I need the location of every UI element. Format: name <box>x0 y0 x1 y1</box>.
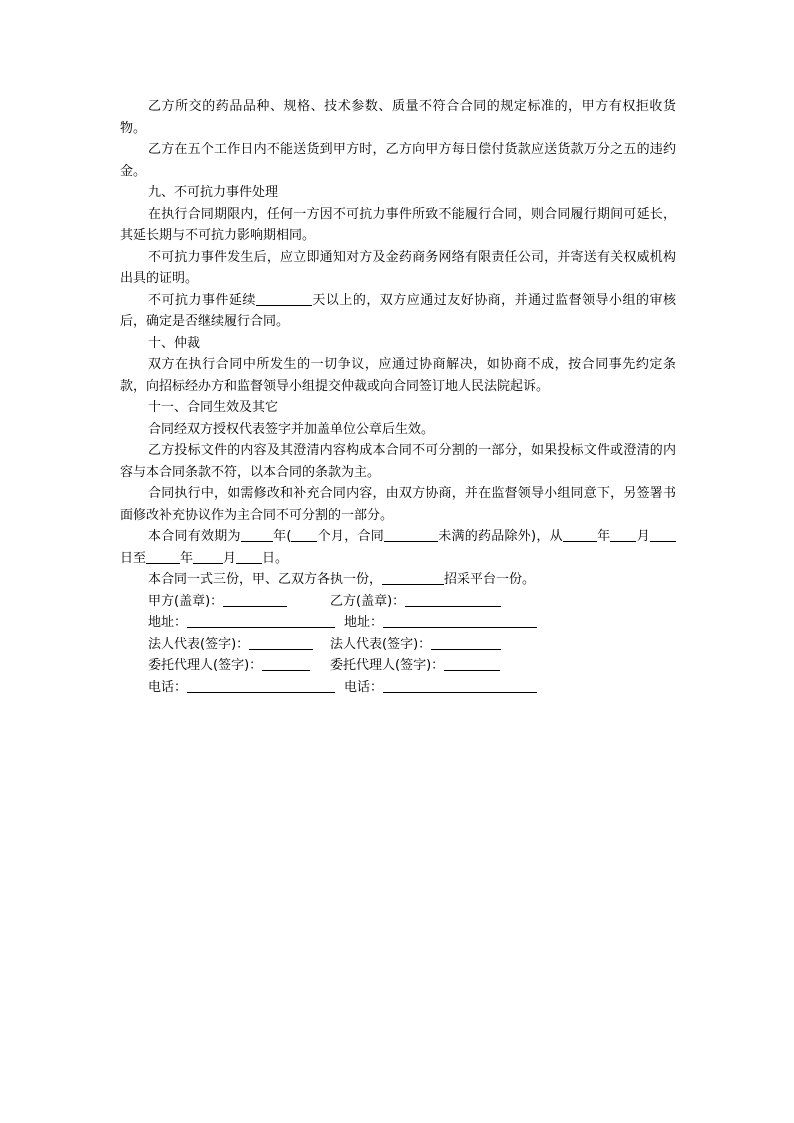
blank-start-month <box>610 527 636 542</box>
text-segment: 日。 <box>262 550 289 566</box>
clause-effective: 合同经双方授权代表签字并加盖单位公章后生效。 <box>148 421 435 437</box>
party-a-agent-field[interactable] <box>262 656 310 671</box>
blank-start-year <box>563 527 597 542</box>
blank-months <box>291 527 317 542</box>
section-heading-11: 十一、合同生效及其它 <box>148 400 279 415</box>
text-segment: 个月，合同 <box>317 529 384 544</box>
party-a-phone-field[interactable] <box>187 678 335 693</box>
clause-validity-period <box>120 526 676 569</box>
text-segment: 招采平台一份。 <box>444 572 536 587</box>
clause-bid-documents: 乙方投标文件的内容及其澄清内容构成本合同不可分割的一部分，如果投标文件或澄清的内容与本合同条款不符，以本合同的条款为主。 <box>120 443 676 480</box>
blank-start-day <box>650 527 676 542</box>
text-segment: 月 <box>636 529 650 544</box>
party-b-seal-field[interactable] <box>405 592 501 607</box>
text-segment: 本合同有效期为 <box>148 529 241 544</box>
signature-row-seal <box>120 591 676 613</box>
party-b-agent-label: 委托代理人(签字)： <box>330 658 445 673</box>
blank-contract <box>384 527 438 542</box>
text-segment: 日至 <box>120 550 147 566</box>
party-a-legal-rep-field[interactable] <box>249 635 313 650</box>
clause-rejection: 乙方所交的药品品种、规格、技术参数、质量不符合合同的规定标准的，甲方有权拒收货物。 <box>120 99 676 136</box>
text-segment: 年 <box>596 529 611 544</box>
clause-force-majeure-duration <box>120 290 676 333</box>
text-segment: 未满的药品除外)，从 <box>437 529 563 544</box>
clause-arbitration: 双方在执行合同中所发生的一切争议，应通过协商解决，如协商不成，按合同事先约定条款，向招标经办方和监督领导小组提交仲裁或向合同签订地人民法院起诉。 <box>120 357 676 394</box>
party-b-phone-field[interactable] <box>383 678 537 693</box>
party-a-phone-label: 电话： <box>148 679 188 695</box>
clause-force-majeure-extension: 在执行合同期限内，任何一方因不可抗力事件所致不能履行合同，则合同履行期间可延长，其延长期与不可抗力影响期相同。 <box>120 206 676 243</box>
clause-late-delivery: 乙方在五个工作日内不能送货到甲方时，乙方向甲方每日偿付货款应送货款万分之五的违约金。 <box>120 142 676 179</box>
signature-row-agent <box>120 655 676 677</box>
signature-row-legal-rep <box>120 634 676 656</box>
section-heading-9: 九、不可抗力事件处理 <box>148 185 279 200</box>
party-a-seal-label: 甲方(盖章)： <box>148 593 224 609</box>
text-segment: 月 <box>223 550 237 566</box>
party-a-address-field[interactable] <box>187 613 335 628</box>
clause-copies <box>120 569 676 591</box>
blank-platform <box>382 570 444 585</box>
clause-amendment: 合同执行中，如需修改和补充合同内容，由双方协商，并在监督领导小组同意下，另签署书面修改补充协议作为主合同不可分割的一部分。 <box>120 486 676 523</box>
text-segment: 不可抗力事件延续 <box>148 292 256 308</box>
text-segment: 年 <box>180 550 194 566</box>
blank-years <box>241 527 273 542</box>
party-b-address-field[interactable] <box>383 613 537 628</box>
party-b-legal-rep-label: 法人代表(签字)： <box>330 636 432 652</box>
party-b-address-label: 地址： <box>344 615 384 630</box>
party-a-seal-field[interactable] <box>223 592 287 607</box>
section-heading-10: 十、仲裁 <box>148 335 201 351</box>
party-b-agent-field[interactable] <box>444 656 500 671</box>
party-a-address-label: 地址： <box>148 615 188 630</box>
party-a-legal-rep-label: 法人代表(签字)： <box>148 636 250 652</box>
party-b-legal-rep-field[interactable] <box>431 635 501 650</box>
text-segment: 本合同一式三份，甲、乙双方各执一份， <box>148 572 383 587</box>
signature-block <box>120 591 676 699</box>
party-a-agent-label: 委托代理人(签字)： <box>148 658 263 673</box>
signature-row-phone <box>120 677 676 699</box>
clause-force-majeure-notice: 不可抗力事件发生后，应立即通知对方及金药商务网络有限责任公司，并寄送有关权威机构出具的证明。 <box>120 249 676 286</box>
party-b-seal-label: 乙方(盖章)： <box>330 593 406 609</box>
contract-page <box>120 96 676 698</box>
blank-end-day <box>236 549 262 564</box>
blank-end-year <box>146 549 180 564</box>
blank-days <box>256 291 312 306</box>
signature-row-address <box>120 612 676 634</box>
text-segment: 天以上的，双方应通过友好协商，并通过监督领导小组的审核后，确定是否继续履行合同。 <box>120 292 676 329</box>
blank-end-month <box>193 549 223 564</box>
party-b-phone-label: 电话： <box>344 679 384 695</box>
text-segment: 年( <box>272 529 292 544</box>
